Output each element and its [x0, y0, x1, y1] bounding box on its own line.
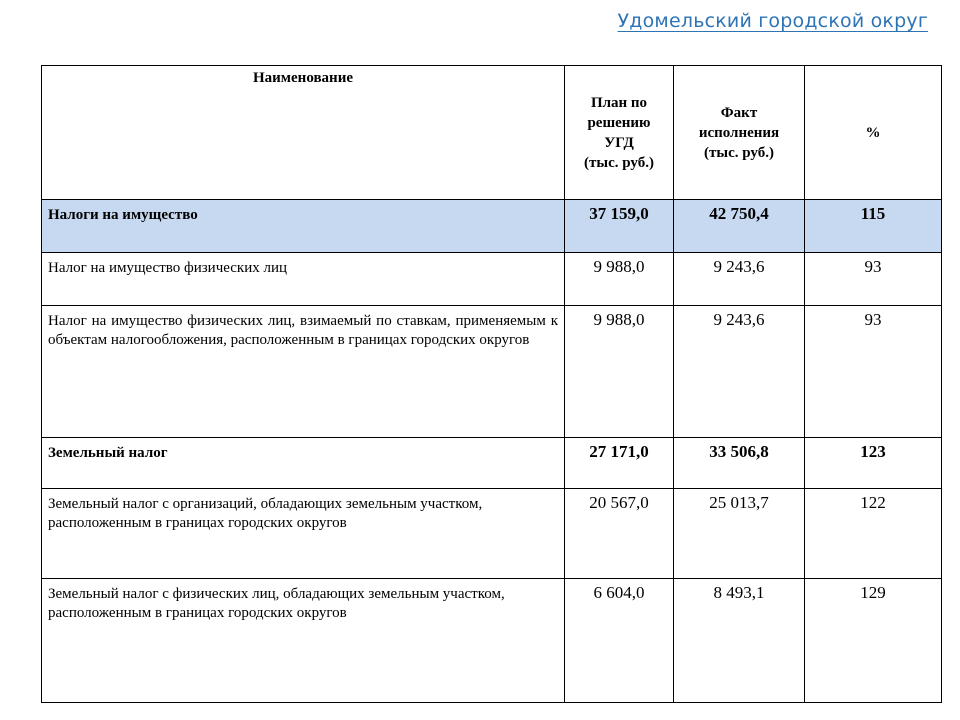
row-name: Налог на имущество физических лиц: [42, 253, 565, 306]
header-fact: [674, 66, 805, 200]
table-row: [42, 306, 942, 438]
row-fact: 9 243,6: [674, 253, 805, 306]
row-plan: 37 159,0: [565, 200, 674, 253]
row-name: Земельный налог с физических лиц, обладающих земельным участком, расположенным в границах городских округов: [42, 579, 565, 703]
header-plan: [565, 66, 674, 200]
row-percent: 123: [805, 438, 942, 489]
table-row: [42, 489, 942, 579]
row-percent: 122: [805, 489, 942, 579]
header-plan-line: УГД: [604, 134, 634, 151]
header-fact-line: Факт: [720, 104, 758, 121]
table-header-row: [42, 66, 942, 200]
header-plan-line: План по: [590, 94, 648, 111]
row-percent: 93: [805, 306, 942, 438]
table-row: [42, 579, 942, 703]
header-fact-line: исполнения: [698, 124, 780, 141]
header-percent: %: [805, 66, 942, 200]
header-fact-line: (тыс. руб.): [704, 144, 774, 161]
header-plan-line: (тыс. руб.): [584, 154, 654, 171]
row-plan: 20 567,0: [565, 489, 674, 579]
row-fact: 25 013,7: [674, 489, 805, 579]
row-plan: 9 988,0: [565, 306, 674, 438]
row-plan: 9 988,0: [565, 253, 674, 306]
row-name: Земельный налог с организаций, обладающих земельным участком, расположенным в границах городских округов: [42, 489, 565, 579]
row-fact: 9 243,6: [674, 306, 805, 438]
row-plan: 27 171,0: [565, 438, 674, 489]
row-fact: 42 750,4: [674, 200, 805, 253]
row-fact: 33 506,8: [674, 438, 805, 489]
row-name: Земельный налог: [42, 438, 565, 489]
table-row-property-taxes: [42, 200, 942, 253]
page-title: Удомельский городской округ: [617, 10, 928, 32]
row-percent: 129: [805, 579, 942, 703]
table-row-land-tax: [42, 438, 942, 489]
row-name: Налог на имущество физических лиц, взимаемый по ставкам, применяемым к объектам налогообложения, расположенным в границах городских округов: [42, 306, 565, 438]
table-row: [42, 253, 942, 306]
row-percent: 93: [805, 253, 942, 306]
row-percent: 115: [805, 200, 942, 253]
header-name: Наименование: [42, 66, 565, 200]
tax-revenue-table: [41, 65, 942, 703]
row-name: Налоги на имущество: [42, 200, 565, 253]
header-plan-line: решению: [587, 114, 651, 131]
row-plan: 6 604,0: [565, 579, 674, 703]
row-fact: 8 493,1: [674, 579, 805, 703]
